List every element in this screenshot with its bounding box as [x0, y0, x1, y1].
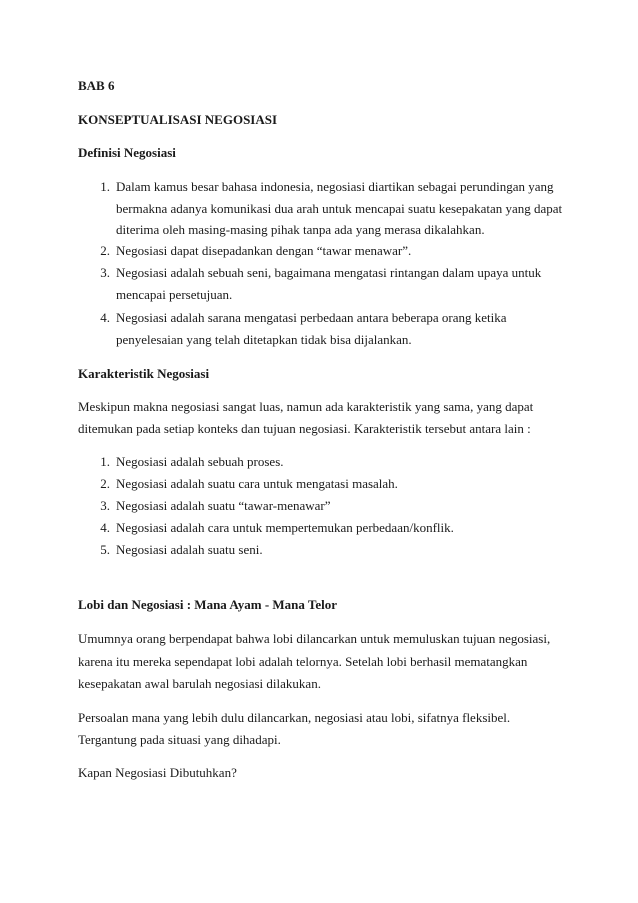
lobi-paragraph-line: Umumnya orang berpendapat bahwa lobi dilancarkan untuk memuluskan tujuan negosiasi, — [78, 631, 551, 646]
list-item-number: 1. — [100, 179, 110, 194]
list-item-line: diterima oleh masing-masing pihak tanpa ada yang merasa dikalahkan. — [116, 222, 485, 237]
list-item-text: Negosiasi adalah cara untuk mempertemukan perbedaan/konflik. — [116, 520, 454, 535]
karakteristik-heading: Karakteristik Negosiasi — [78, 366, 210, 381]
list-item-line: Negosiasi adalah sarana mengatasi perbedaan antara beberapa orang ketika — [116, 310, 507, 325]
list-item-number: 3. — [100, 498, 110, 513]
lobi-heading: Lobi dan Negosiasi : Mana Ayam - Mana Telor — [78, 597, 338, 612]
list-item-line: Negosiasi dapat disepadankan dengan “tawar menawar”. — [116, 243, 412, 258]
list-item-number: 2. — [100, 476, 110, 491]
list-item-number: 4. — [100, 310, 110, 325]
list-item-line: bermakna adanya komunikasi dua arah untuk mencapai suatu kesepakatan yang dapat — [116, 201, 563, 216]
list-item-number: 2. — [100, 243, 110, 258]
karakteristik-intro-line: ditemukan pada setiap konteks dan tujuan negosiasi. Karakteristik tersebut antara lain : — [78, 421, 531, 436]
list-item-number: 1. — [100, 454, 110, 469]
list-item-number: 3. — [100, 265, 110, 280]
karakteristik-intro-line: Meskipun makna negosiasi sangat luas, namun ada karakteristik yang sama, yang dapat — [78, 399, 534, 414]
lobi-paragraph-line: karena itu mereka sependapat lobi adalah telornya. Setelah lobi berhasil mematangkan — [78, 654, 528, 669]
lobi-paragraph-line: Tergantung pada situasi yang dihadapi. — [78, 732, 281, 747]
lobi-paragraph-line: kesepakatan awal barulah negosiasi dilakukan. — [78, 676, 321, 691]
definisi-heading: Definisi Negosiasi — [78, 145, 176, 160]
lobi-paragraph-line: Persoalan mana yang lebih dulu dilancarkan, negosiasi atau lobi, sifatnya fleksibel. — [78, 710, 511, 725]
list-item-line: Negosiasi adalah sebuah seni, bagaimana mengatasi rintangan dalam upaya untuk — [116, 265, 542, 280]
list-item-line: mencapai persetujuan. — [116, 287, 233, 302]
list-item-text: Negosiasi adalah suatu cara untuk mengatasi masalah. — [116, 476, 398, 491]
list-item-number: 5. — [100, 542, 110, 557]
list-item-line: Dalam kamus besar bahasa indonesia, negosiasi diartikan sebagai perundingan yang — [116, 179, 554, 194]
list-item-text: Negosiasi adalah sebuah proses. — [116, 454, 284, 469]
list-item-text: Negosiasi adalah suatu “tawar-menawar” — [116, 498, 331, 513]
page-title: KONSEPTUALISASI NEGOSIASI — [78, 112, 278, 127]
list-item-line: penyelesaian yang telah ditetapkan tidak bisa dijalankan. — [116, 332, 412, 347]
list-item-number: 4. — [100, 520, 110, 535]
kapan-heading: Kapan Negosiasi Dibutuhkan? — [78, 765, 237, 780]
chapter-label: BAB 6 — [78, 78, 115, 93]
list-item-text: Negosiasi adalah suatu seni. — [116, 542, 263, 557]
